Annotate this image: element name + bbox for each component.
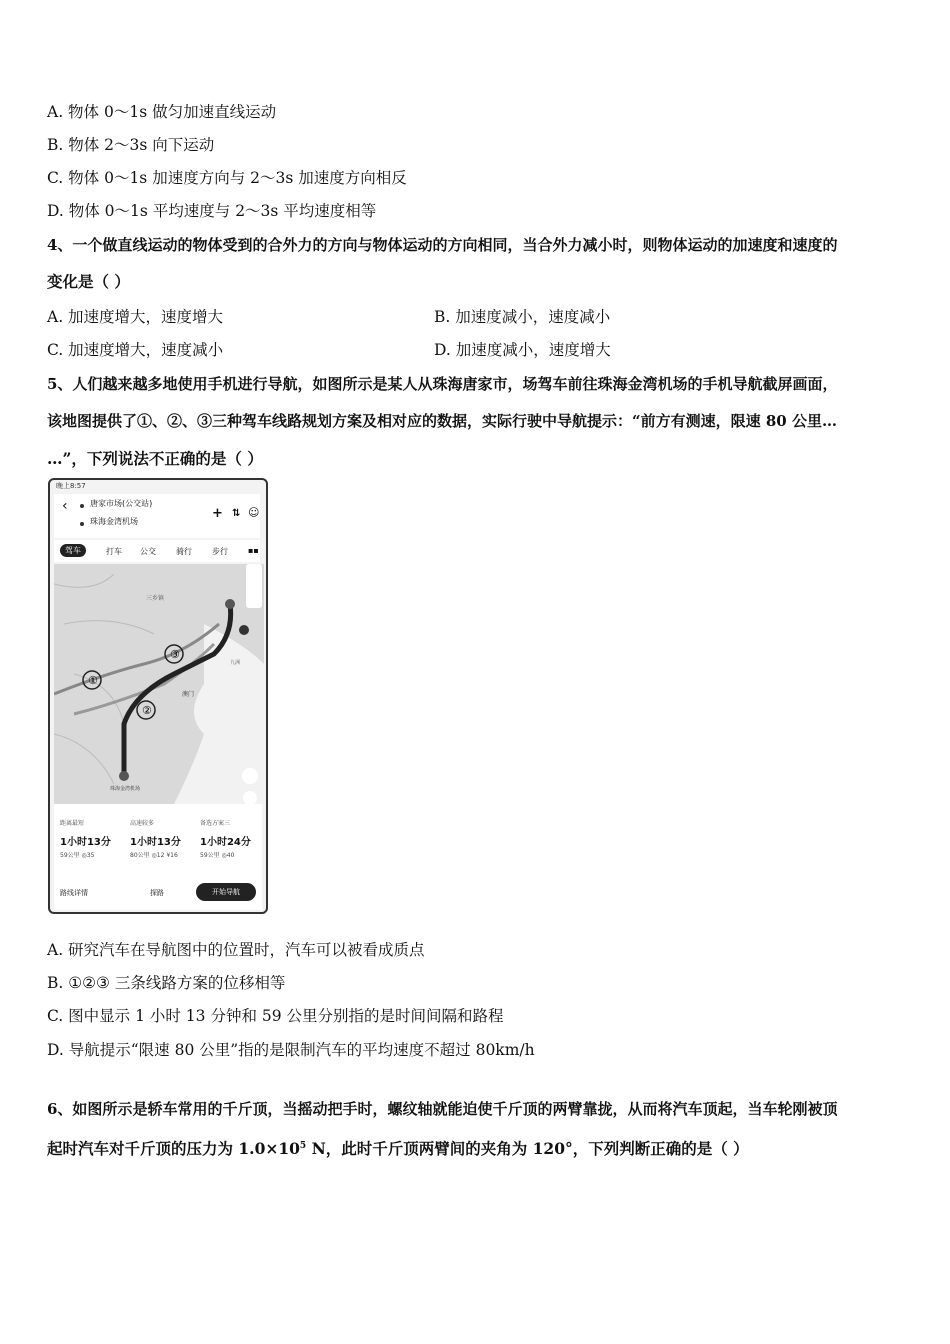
- route-card-2-head: 高速较多: [130, 820, 155, 827]
- q6-stem-line2-part1: 起时汽车对千斤顶的压力为 1.0×10: [47, 1139, 300, 1159]
- q5-stem-line3: …”，下列说法不正确的是（ ）: [47, 449, 263, 468]
- q4-option-a: A. 加速度增大，速度增大: [47, 308, 224, 326]
- q5-stem-line1: 5、人们越来越多地使用手机进行导航，如图所示是某人从珠海唐家市，场驾车前往珠海金湾机场的手机导航截屏画面，: [47, 375, 838, 393]
- q5-option-a: A. 研究汽车在导航图中的位置时，汽车可以被看成质点: [47, 941, 425, 959]
- route-card-3: [200, 818, 266, 859]
- route-detail-link: 路线详情: [60, 889, 88, 897]
- start-navigation-button: 开始导航: [196, 883, 256, 901]
- back-icon: ‹: [62, 498, 68, 514]
- route-card-3-time: 1小时24分: [200, 837, 251, 848]
- route-card-2-detail: 80公里 ◎12 ¥16: [130, 852, 178, 859]
- q6-stem-line1: 6、如图所示是轿车常用的千斤顶，当摇动把手时，螺纹轴就能迫使千斤顶的两臂靠拢，从而将汽车顶起，当车轮刚被顶: [47, 1100, 838, 1118]
- route-card-2: [130, 818, 196, 859]
- explore-road-link: 探路: [150, 889, 164, 897]
- q3-option-d: D. 物体 0～1s 平均速度与 2～3s 平均速度相等: [47, 202, 377, 220]
- q4-option-c: C. 加速度增大，速度减小: [47, 341, 224, 359]
- q5-option-c: C. 图中显示 1 小时 13 分钟和 59 公里分别指的是时间间隔和路程: [47, 1007, 504, 1025]
- route-card-3-detail: 59公里 ◎40: [200, 852, 235, 859]
- grid-icon: ▪▪: [248, 546, 259, 555]
- q4-stem-line2: 变化是（ ）: [47, 272, 130, 291]
- map-label-macau: 澳门: [182, 691, 195, 698]
- route-card-1-head: 距离最短: [60, 820, 85, 827]
- mode-bike: 骑行: [176, 547, 192, 556]
- status-bar: 晚上8:57: [56, 482, 86, 490]
- map-label-airport: 珠海金湾机场: [110, 786, 141, 792]
- map-label-jiuzhou: 九洲: [230, 660, 241, 666]
- q3-option-b: B. 物体 2～3s 向下运动: [47, 136, 215, 154]
- q6-stem-line2: [47, 1136, 749, 1159]
- destination-dot-icon: [80, 522, 84, 526]
- travel-mode-tabs: [54, 540, 260, 562]
- route-input-box: [54, 494, 260, 538]
- add-waypoint-icon: +: [212, 506, 223, 521]
- map-label-sanxiang: 三乡镇: [146, 595, 165, 602]
- mode-bus: 公交: [140, 547, 156, 556]
- q5-option-d: D. 导航提示“限速 80 公里”指的是限制汽车的平均速度不超过 80km/h: [47, 1041, 535, 1059]
- destination-text: 珠海金湾机场: [90, 517, 138, 526]
- route-options-panel: [54, 804, 262, 910]
- q6-exponent: 5: [299, 1141, 307, 1151]
- q4-stem-line1: 4、一个做直线运动的物体受到的合外力的方向与物体运动的方向相同，当合外力减小时，则物体运动的加速度和速度的: [47, 236, 838, 254]
- q4-option-d: D. 加速度减小，速度增大: [434, 341, 611, 359]
- origin-text: 唐家市场(公交站): [90, 499, 153, 508]
- q5-stem-line2: 该地图提供了①、②、③三种驾车线路规划方案及相对应的数据，实际行驶中导航提示：“前方有测速，限速 80 公里…: [47, 412, 837, 430]
- route-card-1-detail: 59公里 ◎35: [60, 852, 95, 859]
- route-label-3: ③: [170, 648, 180, 661]
- route-map: [54, 564, 264, 804]
- route-card-1: [60, 818, 126, 859]
- q3-option-a: A. 物体 0～1s 做匀加速直线运动: [47, 103, 277, 121]
- mode-walk: 步行: [212, 547, 228, 556]
- origin-dot-icon: [80, 504, 84, 508]
- mode-taxi: 打车: [106, 547, 122, 556]
- q3-option-c: C. 物体 0～1s 加速度方向与 2～3s 加速度方向相反: [47, 169, 407, 187]
- route-card-3-head: 备选方案三: [200, 820, 231, 827]
- route-card-1-time: 1小时13分: [60, 837, 111, 848]
- mode-drive: 驾车: [60, 544, 86, 557]
- navigation-screenshot: [48, 478, 268, 914]
- q6-stem-line2-part2: N，此时千斤顶两臂间的夹角为 120°，下列判断正确的是（ ）: [306, 1139, 749, 1159]
- car-icon: ☺: [248, 506, 260, 519]
- swap-icon: ⇅: [232, 508, 241, 519]
- route-label-2: ②: [142, 704, 152, 717]
- route-label-1: ①: [88, 674, 98, 687]
- route-card-2-time: 1小时13分: [130, 837, 181, 848]
- q4-option-b: B. 加速度减小，速度减小: [434, 308, 611, 326]
- q5-option-b: B. ①②③ 三条线路方案的位移相等: [47, 974, 286, 992]
